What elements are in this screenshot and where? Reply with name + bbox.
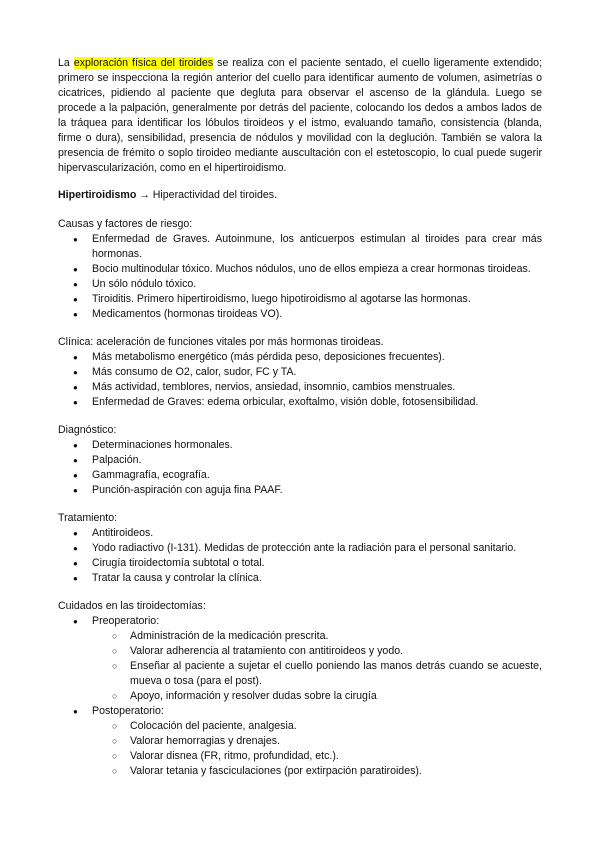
sub-list-item: ○ Valorar tetania y fasciculaciones (por extirpación paratiroides).	[58, 764, 542, 779]
list-item: ● Tratar la causa y controlar la clínica.	[58, 571, 542, 586]
heading-bold: Hipertiroidismo	[58, 189, 137, 201]
intro-paragraph	[58, 56, 542, 176]
heading-rest: → Hiperactividad del tiroides.	[136, 189, 278, 201]
sub-list-item: ○ Valorar disnea (FR, ritmo, profundidad, etc.).	[58, 749, 542, 764]
postop-list	[58, 719, 542, 779]
list-item: ● Antitiroideos.	[58, 526, 542, 541]
sub-list-item: ○ Valorar hemorragias y drenajes.	[58, 734, 542, 749]
list-item: ● Enfermedad de Graves: edema orbicular, exoftalmo, visión doble, fotosensibilidad.	[58, 395, 542, 410]
causes-list	[58, 232, 542, 322]
treatment-list	[58, 526, 542, 586]
sub-list-item: ○ Apoyo, información y resolver dudas sobre la cirugía	[58, 689, 542, 704]
list-item: ● Palpación.	[58, 453, 542, 468]
list-item: ● Bocio multinodular tóxico. Muchos nódulos, uno de ellos empieza a crear hormonas tiroideas.	[58, 262, 542, 277]
list-item: ● Yodo radiactivo (I-131). Medidas de protección ante la radiación para el personal sanitario.	[58, 541, 542, 556]
list-item: ● Más actividad, temblores, nervios, ansiedad, insomnio, cambios menstruales.	[58, 380, 542, 395]
diagnosis-section	[58, 423, 542, 498]
preop-list	[58, 629, 542, 704]
section-heading	[58, 188, 542, 203]
list-item: ● Más consumo de O2, calor, sudor, FC y TA.	[58, 365, 542, 380]
treatment-section	[58, 511, 542, 586]
care-title: Cuidados en las tiroidectomías:	[58, 600, 206, 612]
highlighted-term: exploración física del tiroides	[73, 57, 214, 69]
diagnosis-list	[58, 438, 542, 498]
care-list	[58, 614, 542, 779]
sub-list-item: ○ Valorar adherencia al tratamiento con antitiroideos y yodo.	[58, 644, 542, 659]
list-item: ● Más metabolismo energético (más pérdida peso, deposiciones frecuentes).	[58, 350, 542, 365]
sub-list-item: ○ Administración de la medicación prescrita.	[58, 629, 542, 644]
clinic-section	[58, 335, 542, 410]
sub-list-item: ○ Colocación del paciente, analgesia.	[58, 719, 542, 734]
document-page	[58, 56, 542, 792]
list-item: ● Tiroiditis. Primero hipertiroidismo, luego hipotiroidismo al agotarse las hormonas.	[58, 292, 542, 307]
intro-text: se realiza con el paciente sentado, el cuello ligeramente extendido; primero se inspecciona la región anterior del cuello para identificar aumento de volumen, asimetrías o cicatrices, pidiendo al paciente que degluta para observar el ascenso de la glándula. Luego se procede a la palpación, generalmente por detrás del paciente, colocando los dedos a ambos lados de la tráquea para identificar los lóbulos tiroideos y el istmo, evaluando tamaño, consistencia (blanda, firme o dura), sensibilidad, presencia de nódulos y movilidad con la deglución. También se valora la presencia de frémito o soplo tiroideo mediante auscultación con el estetoscopio, lo cual puede sugerir hipervascularización, como en el hipertiroidismo.	[58, 57, 543, 174]
list-item: ● Determinaciones hormonales.	[58, 438, 542, 453]
intro-prefix: La	[58, 57, 74, 69]
list-item-postop	[58, 704, 542, 779]
causes-section	[58, 217, 542, 322]
list-item: ● Gammagrafía, ecografía.	[58, 468, 542, 483]
preop-label: Preoperatorio:	[92, 615, 160, 627]
list-item-preop	[58, 614, 542, 704]
treatment-title: Tratamiento:	[58, 512, 118, 524]
causes-title: Causas y factores de riesgo:	[58, 218, 193, 230]
list-item: ● Cirugía tiroidectomía subtotal o total.	[58, 556, 542, 571]
clinic-list	[58, 350, 542, 410]
diagnosis-title: Diagnóstico:	[58, 424, 117, 436]
list-item: ● Enfermedad de Graves. Autoinmune, los anticuerpos estimulan al tiroides para crear más hormonas.	[58, 232, 542, 262]
postop-label: Postoperatorio:	[92, 705, 164, 717]
list-item: ● Punción-aspiración con aguja fina PAAF.	[58, 483, 542, 498]
list-item: ● Un sólo nódulo tóxico.	[58, 277, 542, 292]
sub-list-item: ○ Enseñar al paciente a sujetar el cuello poniendo las manos detrás cuando se acueste, mueva o tosa (para el post).	[58, 659, 542, 689]
list-item: ● Medicamentos (hormonas tiroideas VO).	[58, 307, 542, 322]
care-section	[58, 599, 542, 779]
clinic-title: Clínica: aceleración de funciones vitales por más hormonas tiroideas.	[58, 336, 384, 348]
